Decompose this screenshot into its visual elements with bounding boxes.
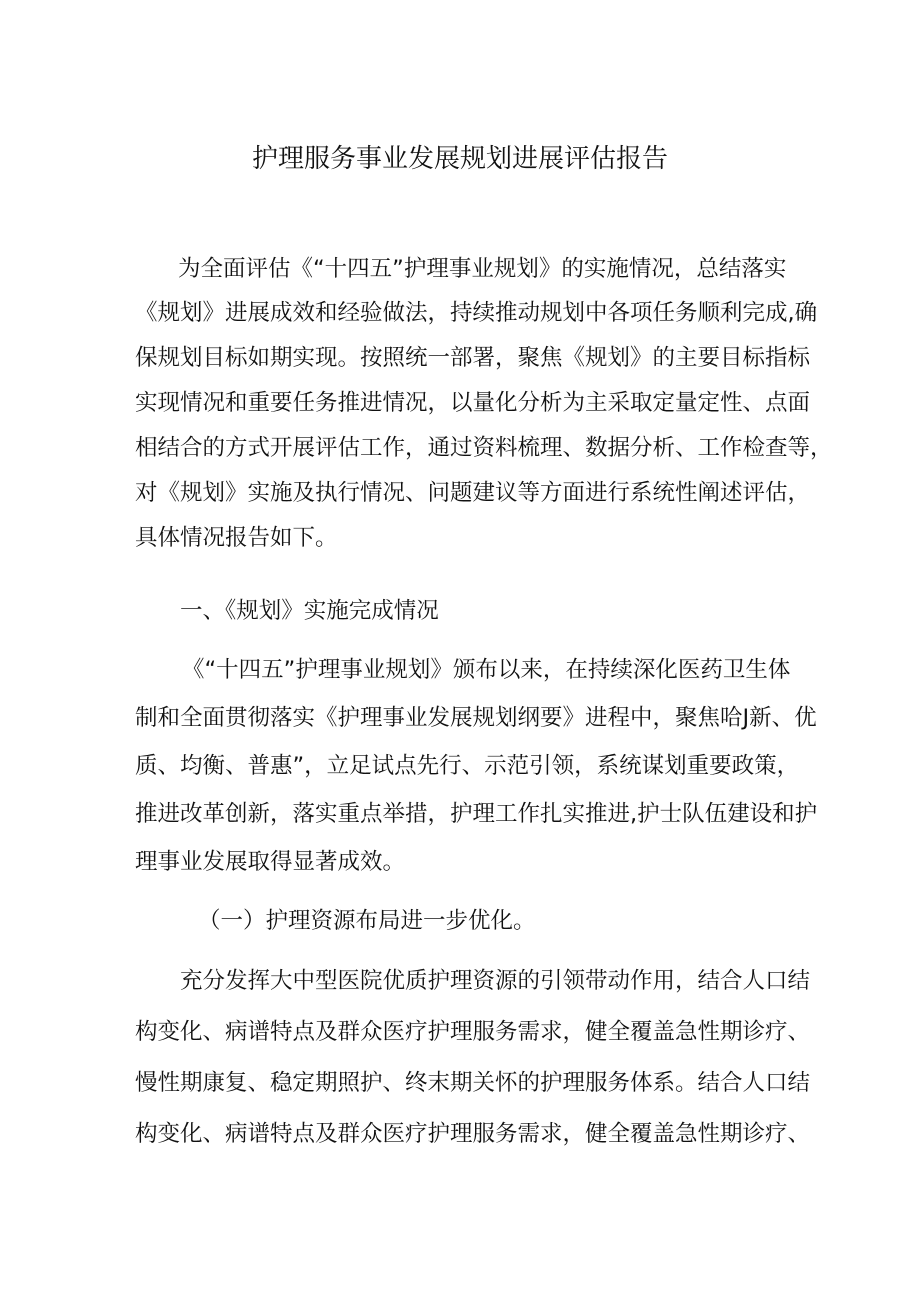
paragraph-line: 理事业发展取得显著成效。 — [135, 849, 406, 875]
paragraph-line: 保规划目标如期实现。按照统一部署，聚焦《规划》的主要目标指标 — [135, 345, 811, 371]
paragraph-line: 具体情况报告如下。 — [135, 525, 338, 551]
document-title: 护理服务事业发展规划进展评估报告 — [251, 144, 668, 174]
paragraph-line: 实现情况和重要任务推进情况，以量化分析为主采取定量定性、点面 — [135, 390, 811, 416]
paragraph-line: 构变化、病谱特点及群众医疗护理服务需求，健全覆盖急性期诊疗、 — [135, 1121, 811, 1147]
paragraph-line: 质、均衡、普惠”，立足试点先行、示范引领，系统谋划重要政策， — [135, 753, 800, 779]
subsection-heading: （一）护理资源布局进一步优化。 — [198, 908, 536, 934]
paragraph-line: 慢性期康复、稳定期照护、终末期关怀的护理服务体系。结合人口结 — [135, 1070, 811, 1096]
paragraph-line: 构变化、病谱特点及群众医疗护理服务需求，健全覆盖急性期诊疗、 — [135, 1019, 811, 1045]
paragraph-line: 《“十四五”护理事业规划》颁布以来，在持续深化医药卫生体 — [182, 657, 791, 683]
paragraph-line: 相结合的方式开展评估工作，通过资料梳理、数据分析、工作检查等， — [135, 435, 833, 461]
section-heading: 一、《规划》实施完成情况 — [180, 598, 439, 624]
paragraph-line: 制和全面贯彻落实《护理事业发展规划纲要》进程中，聚焦哈J新、优 — [135, 705, 817, 731]
paragraph-line: 对《规划》实施及执行情况、问题建议等方面进行系统性阐述评估， — [135, 480, 811, 506]
paragraph-line: 充分发挥大中型医院优质护理资源的引领带动作用，结合人口结 — [180, 968, 811, 994]
paragraph-line: 《规划》进展成效和经验做法，持续推动规划中各项任务顺利完成,确 — [135, 300, 818, 326]
paragraph-line: 推进改革创新，落实重点举措，护理工作扎实推进,护士队伍建设和护 — [135, 801, 818, 827]
paragraph-line: 为全面评估《“十四五”护理事业规划》的实施情况，总结落实 — [178, 256, 787, 282]
